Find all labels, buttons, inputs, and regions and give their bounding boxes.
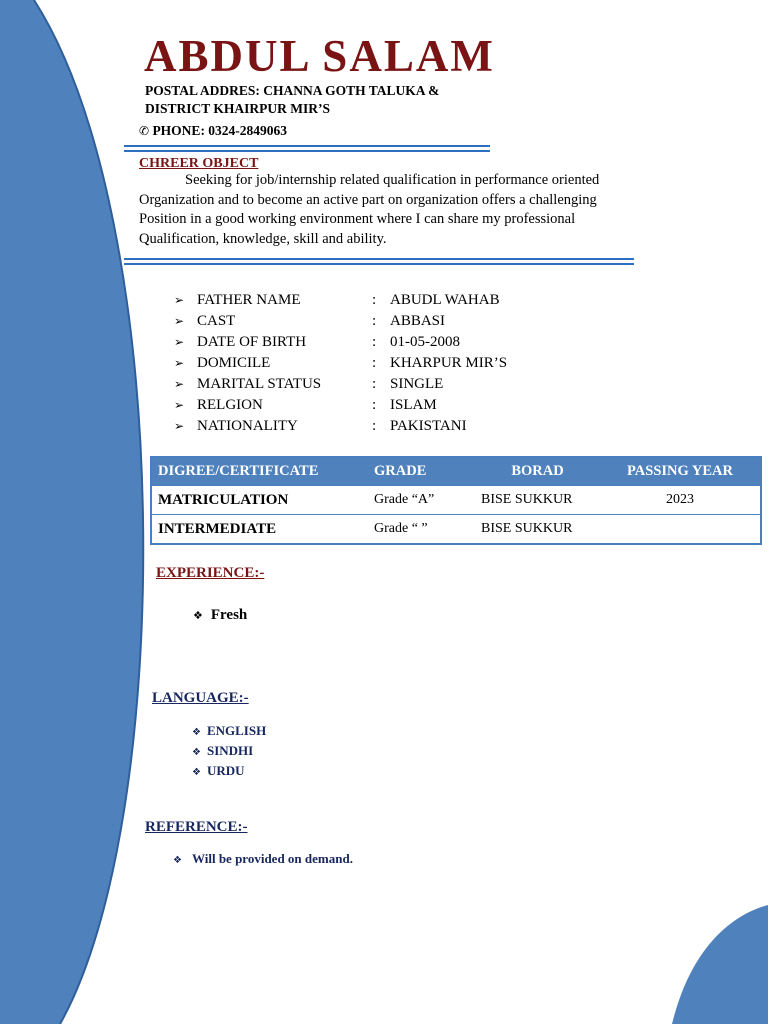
diamond-bullet-icon: ❖ bbox=[193, 609, 203, 622]
list-item bbox=[192, 762, 266, 782]
arrow-bullet-icon: ➢ bbox=[174, 377, 185, 391]
arrow-bullet-icon: ➢ bbox=[174, 398, 185, 412]
objective-heading: CHREER OBJECT bbox=[139, 156, 259, 171]
diamond-bullet-icon: ❖ bbox=[192, 767, 201, 778]
board-cell: BISE SUKKUR bbox=[475, 515, 600, 545]
language-item: SINDHI bbox=[206, 743, 254, 758]
arrow-bullet-icon: ➢ bbox=[174, 335, 185, 349]
language-item: ENGLISH bbox=[206, 723, 267, 738]
list-item bbox=[192, 742, 266, 762]
info-value: ABUDL WAHAB bbox=[390, 292, 500, 308]
grade-cell: Grade “ ” bbox=[368, 515, 475, 545]
header-rule-1 bbox=[124, 145, 490, 147]
list-item: ➢ NATIONALITY : PAKISTANI bbox=[174, 416, 507, 437]
address-line-1: POSTAL ADDRES: CHANNA GOTH TALUKA & bbox=[145, 83, 440, 98]
header-rule-2 bbox=[124, 150, 490, 152]
experience-heading: EXPERIENCE:- bbox=[156, 565, 265, 581]
left-wave-shape bbox=[0, 0, 143, 1024]
arrow-bullet-icon: ➢ bbox=[174, 293, 185, 307]
info-label: NATIONALITY bbox=[197, 418, 298, 434]
list-item: ➢ MARITAL STATUS : SINGLE bbox=[174, 374, 507, 395]
board-cell: BISE SUKKUR bbox=[475, 486, 600, 515]
grade-cell: Grade “A” bbox=[368, 486, 475, 515]
list-item bbox=[192, 722, 266, 742]
table-header-row bbox=[151, 457, 761, 486]
language-heading: LANGUAGE:- bbox=[152, 690, 249, 706]
objective-rule-1 bbox=[124, 258, 634, 260]
reference-heading: REFERENCE:- bbox=[145, 819, 248, 835]
list-item: ➢ RELGION : ISLAM bbox=[174, 395, 507, 416]
header-board: BORAD bbox=[475, 457, 600, 486]
info-value: SINGLE bbox=[390, 376, 444, 392]
language-item: URDU bbox=[206, 763, 245, 778]
table-row bbox=[151, 515, 761, 545]
bottom-right-circle bbox=[672, 905, 768, 1024]
list-item bbox=[193, 607, 247, 624]
year-cell bbox=[600, 515, 761, 545]
info-value: KHARPUR MIR’S bbox=[390, 355, 508, 371]
info-label: CAST bbox=[197, 313, 236, 329]
objective-text bbox=[139, 171, 639, 249]
phone-icon: ✆ bbox=[139, 124, 150, 138]
list-item: ➢ DATE OF BIRTH : 01-05-2008 bbox=[174, 332, 507, 353]
info-label: FATHER NAME bbox=[197, 292, 301, 308]
header-year: PASSING YEAR bbox=[600, 457, 761, 486]
degree-cell: INTERMEDIATE bbox=[151, 515, 368, 545]
objective-paragraph: Seeking for job/internship related qualification in performance oriented Organization and to become an active part on organization offers a challenging Position in a good working environment where I can share my professional Qualification, knowledge, skill and ability. bbox=[139, 172, 600, 247]
info-label: MARITAL STATUS bbox=[197, 376, 322, 392]
year-cell: 2023 bbox=[600, 486, 761, 515]
info-label: DATE OF BIRTH bbox=[197, 334, 307, 350]
candidate-name: ABDUL SALAM bbox=[144, 31, 495, 81]
info-value: 01-05-2008 bbox=[390, 334, 460, 350]
language-list bbox=[192, 722, 266, 782]
experience-item: Fresh bbox=[210, 607, 248, 623]
diamond-bullet-icon: ❖ bbox=[192, 747, 201, 758]
info-value: PAKISTANI bbox=[390, 418, 467, 434]
arrow-bullet-icon: ➢ bbox=[174, 356, 185, 370]
diamond-bullet-icon: ❖ bbox=[173, 855, 182, 866]
address-line-2: DISTRICT KHAIRPUR MIR’S bbox=[145, 101, 331, 116]
info-label: RELGION bbox=[197, 397, 263, 413]
info-value: ISLAM bbox=[390, 397, 437, 413]
education-table bbox=[150, 456, 762, 545]
list-item: ➢ CAST : ABBASI bbox=[174, 311, 507, 332]
info-value: ABBASI bbox=[390, 313, 446, 329]
arrow-bullet-icon: ➢ bbox=[174, 419, 185, 433]
objective-rule-2 bbox=[124, 263, 634, 265]
arrow-bullet-icon: ➢ bbox=[174, 314, 185, 328]
phone-number: PHONE: 0324-2849063 bbox=[152, 123, 288, 138]
header-degree: DIGREE/CERTIFICATE bbox=[151, 457, 368, 486]
phone-line bbox=[139, 122, 287, 140]
degree-cell: MATRICULATION bbox=[151, 486, 368, 515]
personal-info-list bbox=[174, 290, 507, 437]
reference-item: Will be provided on demand. bbox=[191, 851, 353, 866]
list-item bbox=[173, 851, 353, 867]
header-grade: GRADE bbox=[368, 457, 475, 486]
diamond-bullet-icon: ❖ bbox=[192, 727, 201, 738]
list-item: ➢ FATHER NAME : ABUDL WAHAB bbox=[174, 290, 507, 311]
list-item: ➢ DOMICILE : KHARPUR MIR’S bbox=[174, 353, 507, 374]
info-label: DOMICILE bbox=[197, 355, 271, 371]
table-row bbox=[151, 486, 761, 515]
